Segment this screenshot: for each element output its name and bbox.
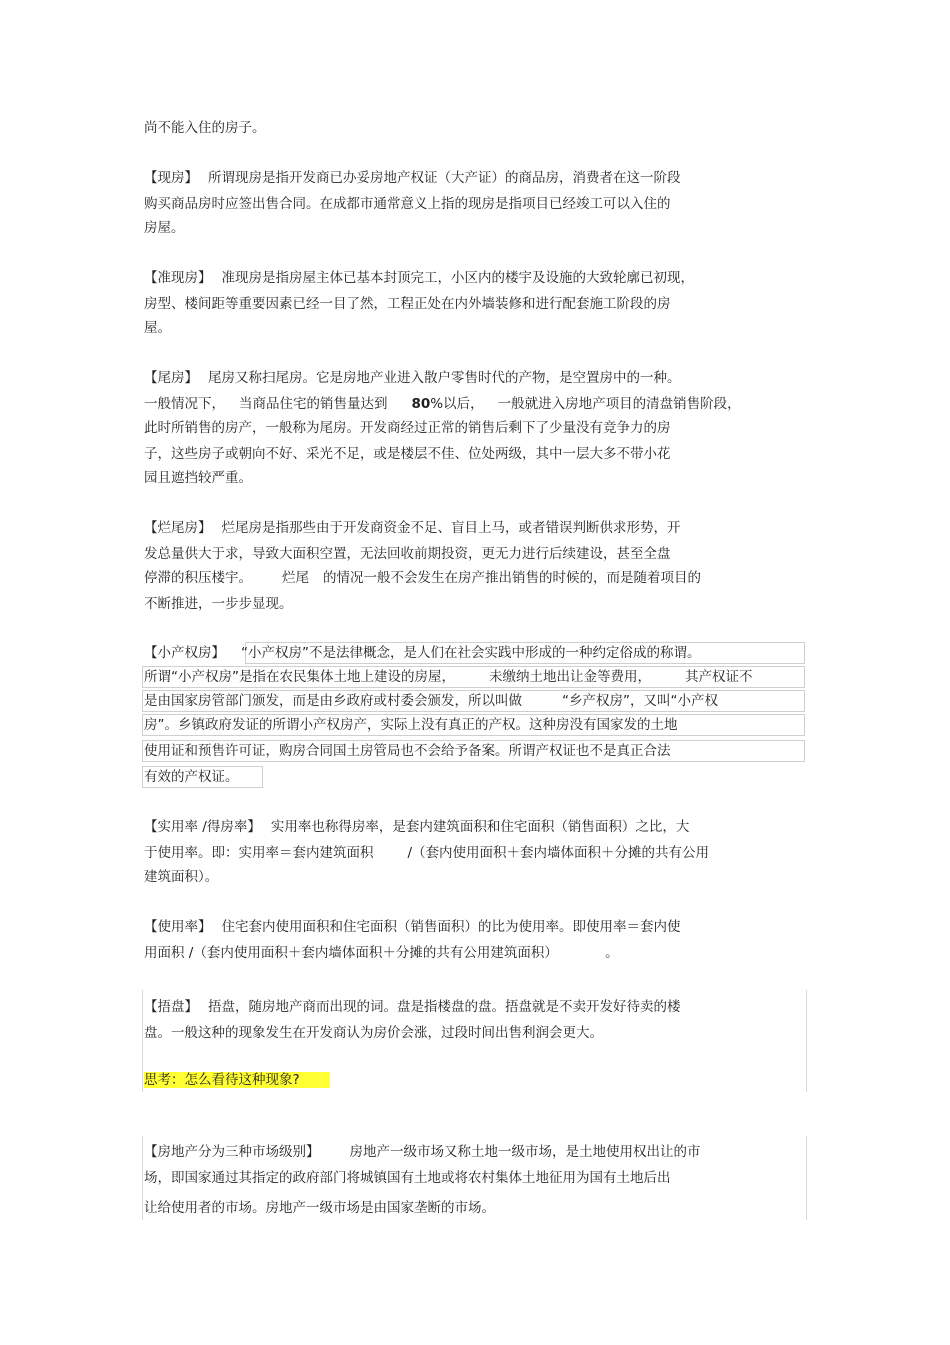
lanwei-line-3 xyxy=(144,568,701,588)
text-span: /（套内使用面积＋套内墙体面积＋分摊的共有公用 xyxy=(407,845,710,861)
text-span: 烂尾 xyxy=(282,570,309,586)
text-span: 停滞的积压楼宇。 xyxy=(144,570,252,586)
text-span: 购买商品房时应签出售合同。在成都市通常意义上指的现房是指项目已经竣工可以入住的 xyxy=(144,196,671,212)
shiyonglv-term: 【使用率】 xyxy=(144,919,212,935)
text-span: 准现房是指房屋主体已基本封顶完工，小区内的楼宇及设施的大致轮廓已初现， xyxy=(221,270,694,286)
text-span: 是由国家房管部门颁发，而是由乡政府或村委会颁发，所以叫做 xyxy=(144,693,522,709)
wei-line-5 xyxy=(144,468,252,488)
text-span: 房屋。 xyxy=(144,220,185,236)
text-span: 一般就进入房地产项目的清盘销售阶段， xyxy=(497,396,741,412)
text-span: 于使用率。即：实用率＝套内建筑面积 xyxy=(144,845,374,861)
highlighted-question: 思考：怎么看待这种现象? xyxy=(144,1072,330,1088)
text-span: 让给使用者的市场。房地产一级市场是由国家垄断的市场。 xyxy=(144,1200,495,1216)
text-span: 发总量供大于求，导致大面积空置，无法回收前期投资，更无力进行后续建设，甚至全盘 xyxy=(144,546,671,562)
text-span: 不断推进，一步步显现。 xyxy=(144,596,293,612)
text-span: 有效的产权证。 xyxy=(144,769,239,785)
shiyong-line-1 xyxy=(144,817,689,837)
market-line-3 xyxy=(144,1198,495,1218)
shiyong-line-3 xyxy=(144,867,218,887)
text-span: 捂盘，随房地产商而出现的词。盘是指楼盘的盘。捂盘就是不卖开发好待卖的楼 xyxy=(208,999,681,1015)
text-span: 房地产一级市场又称土地一级市场，是土地使用权出让的市 xyxy=(349,1144,701,1160)
text-span: %以后， xyxy=(430,396,484,412)
zhun-line-3 xyxy=(144,318,171,338)
text-span: 此时所销售的房产，一般称为尾房。开发商经过正常的销售后剩下了少量没有竞争力的房 xyxy=(144,420,671,436)
wupan-left-rule xyxy=(142,990,143,1092)
xianfang-line-2 xyxy=(144,194,671,214)
wei-line-1 xyxy=(144,368,681,388)
wei-line-4 xyxy=(144,444,671,464)
text-span: “乡产权房”，又叫“小产权 xyxy=(562,693,718,709)
xiao-term: 【小产权房】 xyxy=(144,645,225,661)
xianfang-line-1 xyxy=(144,168,681,188)
text-span: 建筑面积）。 xyxy=(144,869,219,885)
think-line xyxy=(144,1067,330,1093)
text-span: 其产权证不 xyxy=(685,669,753,685)
text-line xyxy=(144,118,266,138)
text-span: 使用证和预售许可证，购房合同国土房管局也不会给予备案。所谓产权证也不是真正合法 xyxy=(144,743,671,759)
shiyonglv-line-1 xyxy=(144,917,681,937)
wei-term: 【尾房】 xyxy=(144,370,198,386)
text-span: 住宅套内使用面积和住宅面积（销售面积）的比为使用率。即使用率＝套内使 xyxy=(221,919,681,935)
xiao-line-5 xyxy=(144,741,671,761)
text-span: 尚不能入住的房子。 xyxy=(144,120,266,136)
xiao-line-4 xyxy=(144,715,678,735)
lanwei-line-2 xyxy=(144,544,671,564)
wupan-term: 【捂盘】 xyxy=(144,999,198,1015)
wei-line-2 xyxy=(144,394,741,414)
market-left-rule xyxy=(142,1136,143,1220)
wupan-line-1 xyxy=(144,997,681,1017)
market-line-2 xyxy=(144,1168,671,1188)
text-span: 所谓“小产权房”是指在农民集体土地上建设的房屋， xyxy=(144,669,455,685)
shiyonglv-line-2 xyxy=(144,943,619,963)
wupan-line-2 xyxy=(144,1023,603,1043)
text-span: 用面积 /（套内使用面积＋套内墙体面积＋分摊的共有公用建筑面积） xyxy=(144,945,552,961)
zhun-line-1 xyxy=(144,268,694,288)
zhun-term: 【准现房】 xyxy=(144,270,212,286)
shiyong-term: 【实用率 /得房率】 xyxy=(144,819,261,835)
text-span: 一般情况下， xyxy=(144,396,225,412)
text-span: 所谓现房是指开发商已办妥房地产权证（大产证）的商品房，消费者在这一阶段 xyxy=(208,170,681,186)
market-right-rule xyxy=(806,1136,807,1220)
zhun-line-2 xyxy=(144,294,671,314)
text-span: 的情况一般不会发生在房产推出销售的时候的，而是随着项目的 xyxy=(323,570,701,586)
text-span: 烂尾房是指那些由于开发商资金不足、盲目上马，或者错误判断供求形势，开 xyxy=(221,520,681,536)
text-span: 当商品住宅的销售量达到 xyxy=(239,396,388,412)
xiao-line-2 xyxy=(144,667,753,687)
text-span: 子，这些房子或朝向不好、采光不足，或是楼层不佳、位处两级，其中一层大多不带小花 xyxy=(144,446,671,462)
xianfang-term: 【现房】 xyxy=(144,170,198,186)
text-span: 实用率也称得房率，是套内建筑面积和住宅面积（销售面积）之比，大 xyxy=(270,819,690,835)
xiao-line-6 xyxy=(144,767,239,787)
text-span: 场，即国家通过其指定的政府部门将城镇国有土地或将农村集体土地征用为国有土地后出 xyxy=(144,1170,671,1186)
xiao-line-3 xyxy=(144,691,718,711)
market-term: 【房地产分为三种市场级别】 xyxy=(144,1144,320,1160)
wupan-right-rule xyxy=(806,990,807,1092)
text-span: 房”。乡镇政府发证的所谓小产权房产，实际上没有真正的产权。这种房没有国家发的土地 xyxy=(144,717,678,733)
market-line-1 xyxy=(144,1142,701,1162)
shiyong-line-2 xyxy=(144,843,709,863)
text-span: 屋。 xyxy=(144,320,171,336)
xiao-line-1 xyxy=(144,643,701,663)
text-span: 盘。一般这种的现象发生在开发商认为房价会涨，过段时间出售利润会更大。 xyxy=(144,1025,603,1041)
text-span: “小产权房”不是法律概念，是人们在社会实践中形成的一种约定俗成的称谓。 xyxy=(241,645,701,661)
lanwei-line-4 xyxy=(144,594,293,614)
text-span: 园且遮挡较严重。 xyxy=(144,470,252,486)
wei-line-3 xyxy=(144,418,671,438)
text-span: 尾房又称扫尾房。它是房地产业进入散户零售时代的产物，是空置房中的一种。 xyxy=(208,370,681,386)
text-span: 未缴纳土地出让金等费用， xyxy=(489,669,651,685)
lanwei-line-1 xyxy=(144,518,681,538)
text-span: 80 xyxy=(411,396,431,412)
xianfang-line-3 xyxy=(144,218,185,238)
text-span: 。 xyxy=(605,945,619,961)
lanwei-term: 【烂尾房】 xyxy=(144,520,212,536)
text-span: 房型、楼间距等重要因素已经一目了然，工程正处在内外墙装修和进行配套施工阶段的房 xyxy=(144,296,671,312)
